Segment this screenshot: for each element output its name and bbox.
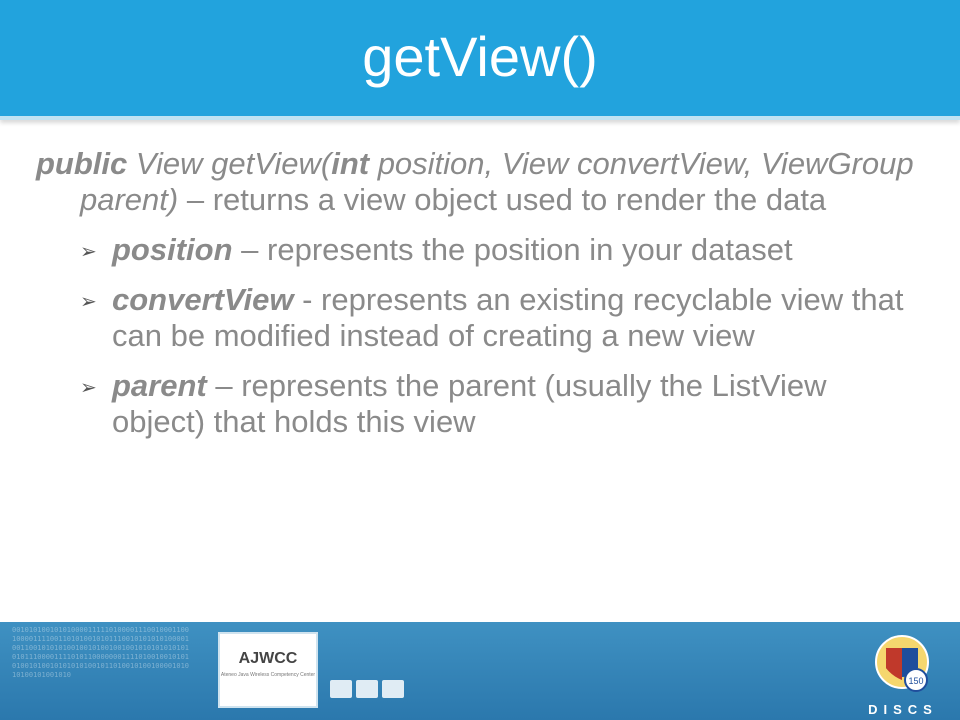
- list-item: [36, 282, 916, 354]
- slide-content: [36, 146, 916, 454]
- method-signature-paragraph: [36, 146, 916, 218]
- folder-icons: [330, 680, 408, 703]
- slide-footer: [0, 622, 960, 720]
- list-item: [36, 368, 916, 440]
- seal-badge-text: 150: [908, 676, 924, 686]
- arrow-bullet-icon: ➢: [80, 241, 97, 263]
- logo-subtext: Ateneo Java Wireless Competency Center: [220, 672, 316, 678]
- discs-label: DISCS: [868, 702, 938, 717]
- slide-header: [0, 0, 960, 120]
- param-description: – represents the parent (usually the ListView object) that holds this view: [112, 368, 827, 439]
- param-description: – represents the position in your dataset: [232, 232, 793, 267]
- ajwcc-logo: [218, 632, 318, 708]
- list-item: [36, 232, 916, 268]
- binary-pattern: 00101010010101000011111010000111001000110010000111100110101001010111001010101010000100110010101010010010100100100101010101010101011100001111010110000000111101001001010101001010010101010100101101001010010000101010100101001010: [12, 626, 190, 679]
- logo-text: AJWCC: [238, 650, 298, 667]
- keyword-int: int: [331, 146, 370, 181]
- parameter-list: [36, 232, 916, 440]
- param-term: position: [112, 232, 233, 267]
- param-term: parent: [112, 368, 207, 403]
- param-term: convertView: [112, 282, 294, 317]
- signature-description: – returns a view object used to render the data: [178, 182, 827, 217]
- arrow-bullet-icon: ➢: [80, 377, 97, 399]
- folder-icon: [382, 680, 404, 698]
- signature-part-2: position, View convertView, ViewGroup parent): [80, 146, 914, 217]
- slide-title: getView(): [362, 25, 598, 88]
- signature-part-1: View getView(: [127, 146, 332, 181]
- keyword-public: public: [36, 146, 128, 181]
- arrow-bullet-icon: ➢: [80, 291, 97, 313]
- ateneo-seal-icon: [872, 634, 932, 702]
- folder-icon: [356, 680, 378, 698]
- folder-icon: [330, 680, 352, 698]
- param-description: - represents an existing recyclable view that can be modified instead of creating a new view: [112, 282, 904, 353]
